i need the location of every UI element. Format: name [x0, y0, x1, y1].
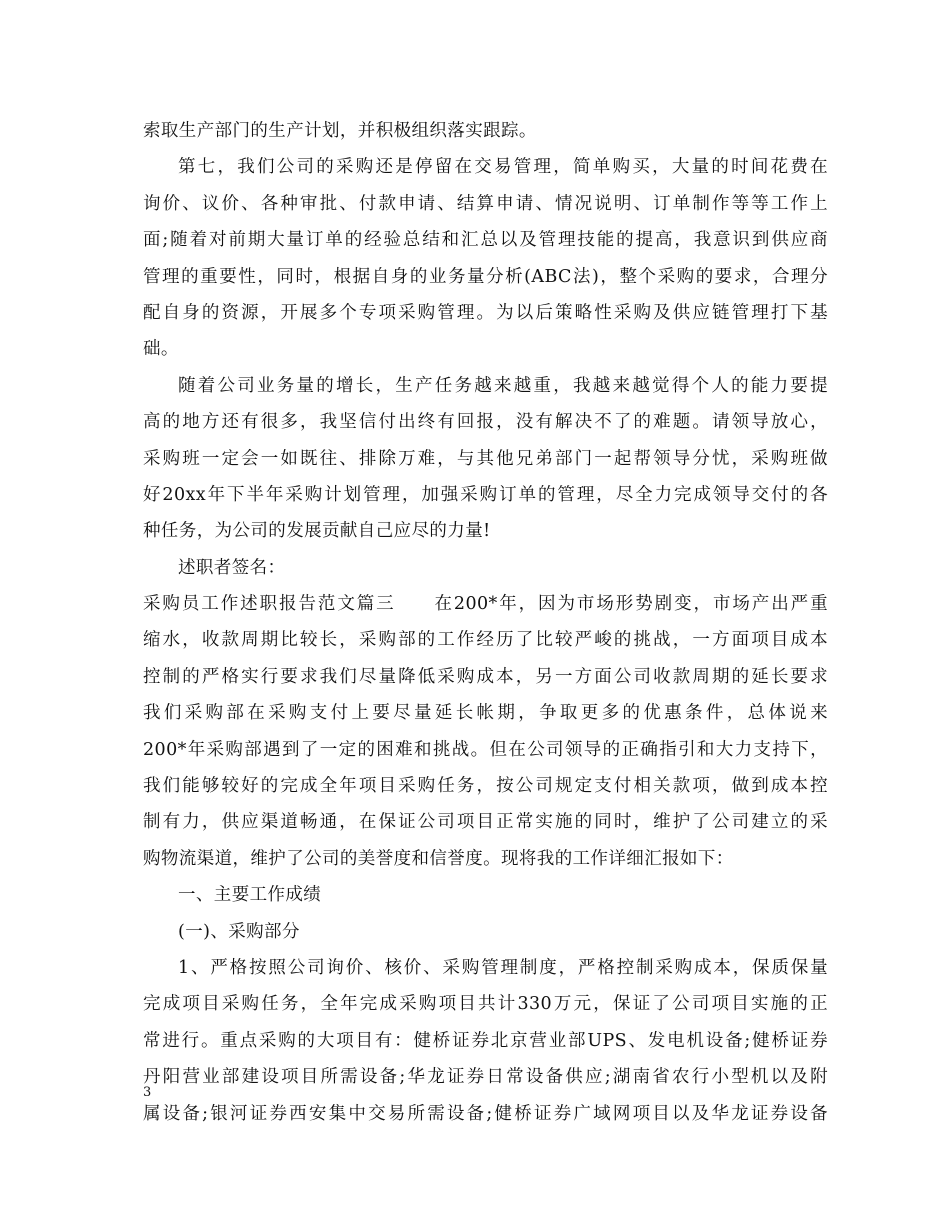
paragraph-line: 随着公司业务量的增长，生产任务越来越重，我越来越觉得个人的能力要提: [178, 375, 828, 396]
paragraph-line: 好20xx年下半年采购计划管理，加强采购订单的管理，尽全力完成领导交付的各: [143, 484, 828, 505]
paragraph-line: 采购班一定会一如既往、排除万难，与其他兄弟部门一起帮领导分忧，采购班做: [143, 448, 828, 469]
paragraph-line: 丹阳营业部建设项目所需设备;华龙证券日常设备供应;湖南省农行小型机以及附: [143, 1067, 828, 1088]
paragraph-line: 控制的严格实行要求我们尽量降低采购成本，另一方面公司收款周期的延长要求: [143, 666, 828, 687]
paragraph-line: 配自身的资源，开展多个专项采购管理。为以后策略性采购及供应链管理打下基: [143, 302, 828, 323]
paragraph-line: 询价、议价、各种审批、付款申请、结算申请、情况说明、订单制作等等工作上: [143, 193, 828, 214]
section-title-line: 采购员工作述职报告范文篇三 在200*年，因为市场形势剧变，市场产出严重: [143, 594, 828, 615]
paragraph-line: 购物流渠道，维护了公司的美誉度和信誉度。现将我的工作详细汇报如下：: [143, 848, 734, 869]
paragraph-line: 管理的重要性，同时，根据自身的业务量分析(ABC法)，整个采购的要求，合理分: [143, 266, 828, 287]
paragraph-line: 属设备;银河证券西安集中交易所需设备;健桥证券广域网项目以及华龙证券设备: [143, 1103, 828, 1124]
paragraph-line: 常进行。重点采购的大项目有：健桥证券北京营业部UPS、发电机设备;健桥证券: [143, 1030, 828, 1051]
paragraph-line: 础。: [143, 339, 179, 360]
paragraph-line: 第七，我们公司的采购还是停留在交易管理，简单购买，大量的时间花费在: [178, 157, 828, 178]
section-heading: 一、主要工作成绩: [178, 885, 322, 906]
paragraph-line: 索取生产部门的生产计划，并积极组织落实跟踪。: [143, 121, 537, 141]
body-text: [143, 113, 828, 1132]
paragraph-line: 我们采购部在采购支付上要尽量延长帐期，争取更多的优惠条件，总体说来: [143, 703, 828, 724]
signature-label: 述职者签名：: [178, 557, 286, 578]
paragraph-line: 完成项目采购任务，全年完成采购项目共计330万元，保证了公司项目实施的正: [143, 994, 828, 1015]
paragraph-line: 种任务，为公司的发展贡献自己应尽的力量!: [143, 521, 491, 542]
subsection-heading: (一)、采购部分: [178, 921, 300, 942]
paragraph-line: 我们能够较好的完成全年项目采购任务，按公司规定支付相关款项，做到成本控: [143, 776, 828, 797]
paragraph-line: 高的地方还有很多，我坚信付出终有回报，没有解决不了的难题。请领导放心，: [143, 412, 828, 433]
paragraph-line: 1、严格按照公司询价、核价、采购管理制度，严格控制采购成本，保质保量: [178, 957, 828, 978]
paragraph-line: 200*年采购部遇到了一定的困难和挑战。但在公司领导的正确指引和大力支持下，: [143, 739, 828, 760]
page-number: 3: [143, 1085, 152, 1100]
paragraph-line: 制有力，供应渠道畅通，在保证公司项目正常实施的同时，维护了公司建立的采: [143, 812, 828, 833]
paragraph-line: 缩水，收款周期比较长，采购部的工作经历了比较严峻的挑战，一方面项目成本: [143, 630, 828, 651]
paragraph-line: 面;随着对前期大量订单的经验总结和汇总以及管理技能的提高，我意识到供应商: [143, 230, 828, 251]
